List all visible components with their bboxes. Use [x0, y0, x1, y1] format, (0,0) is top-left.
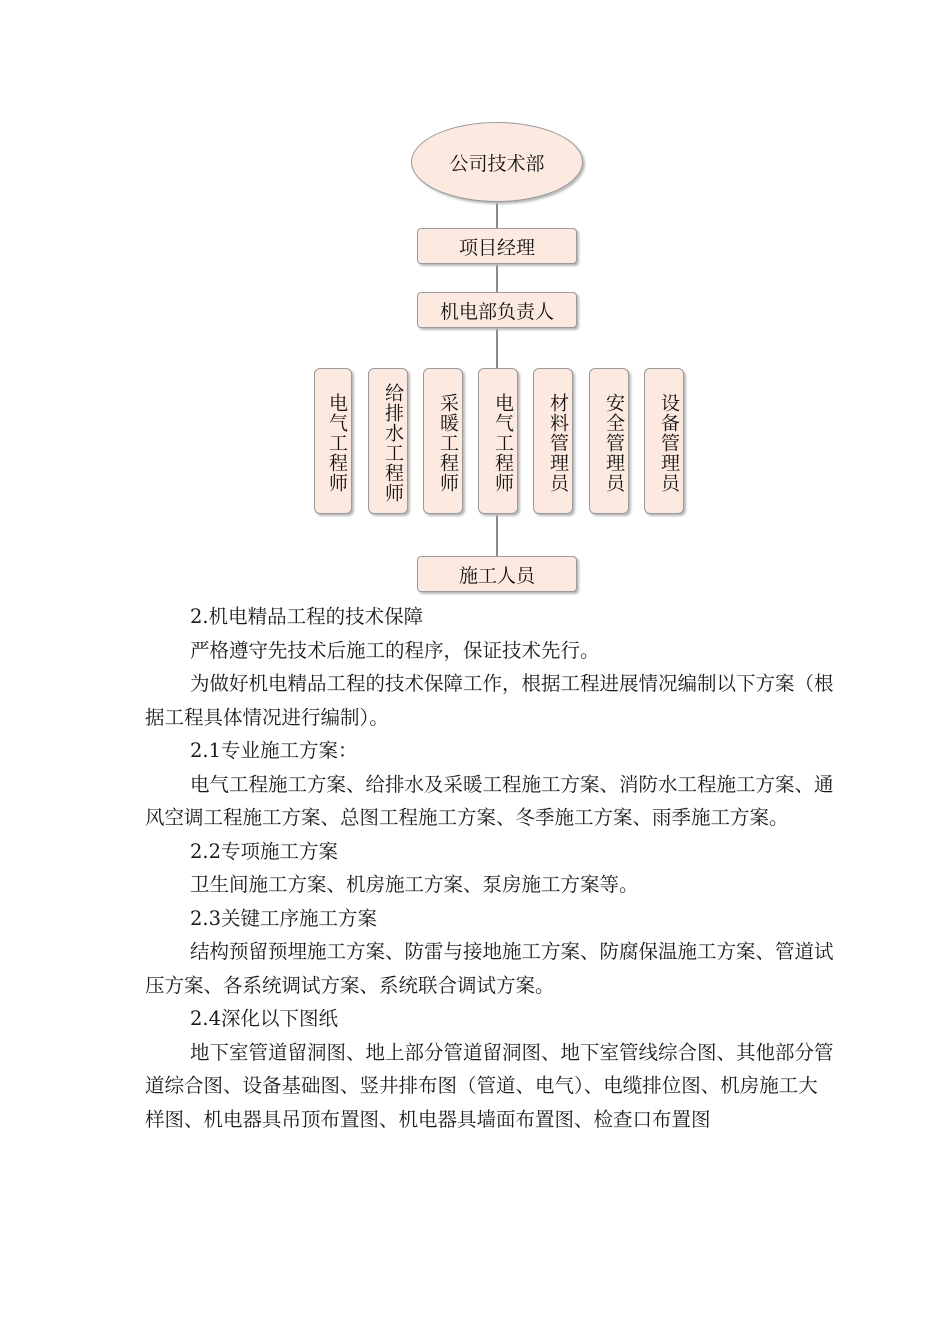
org-node-tech-dept [411, 122, 583, 202]
document-body [145, 600, 835, 1136]
org-node-role [314, 368, 352, 514]
connector-line [496, 262, 498, 292]
paragraph: 卫生间施工方案、机房施工方案、泵房施工方案等。 [190, 873, 639, 896]
paragraph: 为做好机电精品工程的技术保障工作，根据工程进展情况编制以下方案（根据工程具体情况进行编制）。 [145, 672, 834, 729]
org-node-role [644, 368, 684, 514]
org-node-label: 给排水工程师 [382, 382, 404, 503]
org-node-label: 采暖工程师 [437, 392, 459, 493]
org-node-label: 施工人员 [458, 564, 535, 587]
org-node-label: 项目经理 [458, 236, 535, 259]
org-node-role [423, 368, 463, 514]
org-chart [0, 0, 950, 600]
org-node-mep-head [417, 292, 577, 328]
subsection-heading: 2.4深化以下图纸 [190, 1007, 339, 1030]
paragraph: 结构预留预埋施工方案、防雷与接地施工方案、防腐保温施工方案、管道试压方案、各系统调试方案、系统联合调试方案。 [145, 940, 834, 997]
paragraph: 严格遵守先技术后施工的程序，保证技术先行。 [190, 638, 600, 662]
org-node-label: 材料管理员 [547, 392, 569, 493]
subsection-heading: 2.2专项施工方案 [190, 839, 339, 863]
connector-line [496, 200, 498, 230]
org-node-label: 安全管理员 [603, 392, 625, 493]
org-node-role [368, 368, 408, 514]
org-node-role [533, 368, 573, 514]
org-node-workers [417, 556, 577, 592]
section-heading: 2.机电精品工程的技术保障 [190, 605, 424, 628]
org-node-label: 电气工程师 [492, 392, 514, 493]
org-node-project-manager [417, 228, 577, 264]
paragraph: 地下室管道留洞图、地上部分管道留洞图、地下室管线综合图、其他部分管道综合图、设备基础图、竖井排布图（管道、电气）、电缆排位图、机房施工大样图、机电器具吊顶布置图、机电器具墙面布置图、检查口布置图 [145, 1040, 834, 1131]
org-node-label: 电气工程师 [326, 392, 348, 493]
org-node-label: 公司技术部 [449, 152, 545, 175]
org-node-role [589, 368, 629, 514]
org-node-role [478, 368, 518, 514]
subsection-heading: 2.3关键工序施工方案 [190, 906, 378, 930]
org-node-label: 设备管理员 [658, 392, 680, 493]
paragraph: 电气工程施工方案、给排水及采暖工程施工方案、消防水工程施工方案、通风空调工程施工方案、总图工程施工方案、冬季施工方案、雨季施工方案。 [145, 772, 834, 829]
subsection-heading: 2.1专业施工方案： [190, 739, 358, 762]
org-node-label: 机电部负责人 [439, 300, 554, 323]
